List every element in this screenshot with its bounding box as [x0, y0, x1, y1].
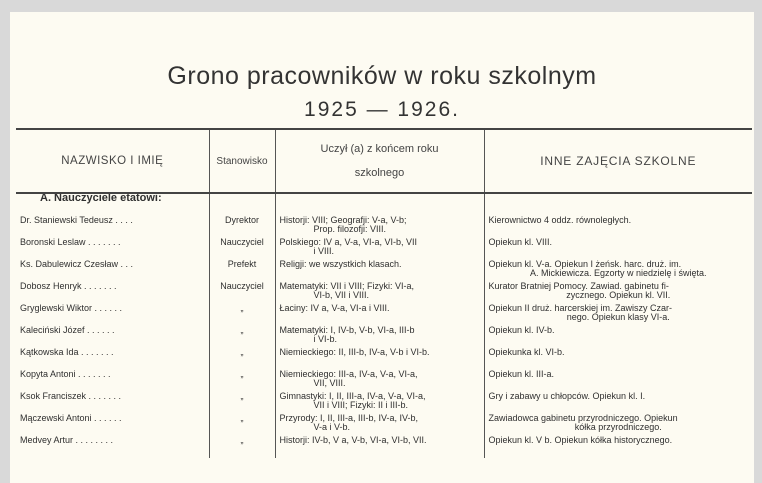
- column-header-subjects-line1: Uczył (a) z końcem roku: [320, 143, 439, 155]
- subjects-line: Niemieckiego: III-a, IV-a, V-a, VI-a,: [279, 370, 418, 379]
- subjects-line: Przyrody: I, II, III-a, III-b, IV-a, IV-b,: [279, 414, 419, 423]
- table-row: [16, 348, 752, 370]
- table-row: [16, 436, 752, 458]
- other-duties-line: Gry i zabawy u chłopców. Opiekun kl. I.: [488, 392, 646, 401]
- column-header-other: INNE ZAJĘCIA SZKOLNE: [484, 129, 752, 193]
- subjects-line: Prop. filozofji: VIII.: [313, 224, 387, 234]
- column-header-name: NAZWISKO I IMIĘ: [16, 129, 209, 193]
- staff-other-duties: [484, 326, 752, 348]
- other-duties-line: Opiekun II druż. harcerskiej im. Zawiszy Czar-: [488, 304, 673, 313]
- subjects-line: Niemieckiego: II, III-b, IV-a, V-b i VI-b.: [279, 348, 430, 357]
- column-header-position: Stanowisko: [209, 129, 275, 193]
- other-duties-line: Opiekun kl. V b. Opiekun kółka historycznego.: [488, 436, 673, 445]
- staff-position: Dyrektor: [209, 216, 275, 238]
- staff-subjects: [275, 392, 484, 414]
- staff-position: „: [209, 436, 275, 458]
- subjects-line: Łaciny: IV a, V-a, VI-a i VIII.: [279, 304, 390, 313]
- other-duties-line: Opiekunka kl. VI-b.: [488, 348, 565, 357]
- staff-subjects: [275, 282, 484, 304]
- table-row: [16, 414, 752, 436]
- staff-other-duties: [484, 260, 752, 282]
- table-row: [16, 260, 752, 282]
- staff-position: „: [209, 392, 275, 414]
- staff-other-duties: [484, 282, 752, 304]
- staff-subjects: [275, 414, 484, 436]
- section-empty-cell: [275, 193, 484, 216]
- section-empty-cell: [209, 193, 275, 216]
- document-page: [10, 12, 754, 483]
- staff-name: Dobosz Henryk . . . . . . .: [16, 282, 209, 304]
- subjects-line: VII, VIII.: [313, 378, 346, 388]
- table-header-row: [16, 129, 752, 193]
- column-header-subjects-line2: szkolnego: [354, 167, 405, 179]
- subjects-line: Matematyki: VII i VIII; Fizyki: VI-a,: [279, 282, 415, 291]
- subjects-line: VII i VIII; Fizyki: II i III-b.: [313, 400, 409, 410]
- staff-position: „: [209, 304, 275, 326]
- staff-subjects: [275, 216, 484, 238]
- staff-other-duties: [484, 414, 752, 436]
- staff-table: [16, 128, 752, 458]
- subjects-line: VI-b, VII i VIII.: [313, 290, 370, 300]
- staff-subjects: [275, 370, 484, 392]
- staff-name: Boronski Leslaw . . . . . . .: [16, 238, 209, 260]
- staff-name: Dr. Staniewski Tedeusz . . . .: [16, 216, 209, 238]
- page-title: Grono pracowników w roku szkolnym: [167, 62, 597, 90]
- table-row: [16, 238, 752, 260]
- staff-name: Gryglewski Wiktor . . . . . .: [16, 304, 209, 326]
- staff-position: „: [209, 326, 275, 348]
- other-duties-line: Kierownictwo 4 oddz. równoległych.: [488, 216, 632, 225]
- page-subtitle: 1925 — 1926.: [304, 98, 460, 121]
- staff-name: Ks. Dabulewicz Czesław . . .: [16, 260, 209, 282]
- staff-other-duties: [484, 216, 752, 238]
- other-duties-line: Opiekun kl. V-a. Opiekun I żeńsk. harc. druż. im.: [488, 260, 682, 269]
- staff-subjects: [275, 326, 484, 348]
- staff-other-duties: [484, 436, 752, 458]
- table-row: [16, 370, 752, 392]
- subjects-line: Religji: we wszystkich klasach.: [279, 260, 402, 269]
- staff-name: Kopyta Antoni . . . . . . .: [16, 370, 209, 392]
- staff-position: „: [209, 370, 275, 392]
- subjects-line: i VIII.: [313, 246, 335, 256]
- other-duties-line: nego. Opiekun klasy VI-a.: [566, 312, 670, 322]
- subjects-line: Matematyki: I, IV-b, V-b, VI-a, III-b: [279, 326, 415, 335]
- section-row: [16, 193, 752, 216]
- staff-name: Kaleciński Józef . . . . . .: [16, 326, 209, 348]
- section-label: A. Nauczyciele etatowi:: [40, 193, 162, 204]
- table-row: [16, 282, 752, 304]
- staff-position: Prefekt: [209, 260, 275, 282]
- staff-other-duties: [484, 304, 752, 326]
- staff-name: Kątkowska Ida . . . . . . .: [16, 348, 209, 370]
- staff-name: Medvey Artur . . . . . . . .: [16, 436, 209, 458]
- subjects-line: Polskiego: IV a, V-a, VI-a, VI-b, VII: [279, 238, 418, 247]
- other-duties-line: A. Mickiewicza. Egzorty w niedzielę i święta.: [529, 268, 707, 278]
- section-empty-cell: [484, 193, 752, 216]
- staff-position: Nauczyciel: [209, 238, 275, 260]
- staff-subjects: [275, 260, 484, 282]
- staff-other-duties: [484, 238, 752, 260]
- staff-subjects: [275, 436, 484, 458]
- staff-other-duties: [484, 348, 752, 370]
- staff-name: Mączewski Antoni . . . . . .: [16, 414, 209, 436]
- other-duties-line: Opiekun kl. IV-b.: [488, 326, 555, 335]
- staff-other-duties: [484, 370, 752, 392]
- column-header-subjects: [275, 129, 484, 193]
- staff-other-duties: [484, 392, 752, 414]
- subjects-line: Historji: VIII; Geografji: V-a, V-b;: [279, 216, 407, 225]
- staff-position: „: [209, 348, 275, 370]
- subjects-line: Historji: IV-b, V a, V-b, VI-a, VI-b, VII.: [279, 436, 427, 445]
- other-duties-line: zycznego. Opiekun kl. VII.: [566, 290, 671, 300]
- other-duties-line: Opiekun kl. III-a.: [488, 370, 555, 379]
- table-row: [16, 392, 752, 414]
- subjects-line: i VI-b.: [313, 334, 338, 344]
- staff-subjects: [275, 348, 484, 370]
- other-duties-line: kółka przyrodniczego.: [574, 422, 662, 432]
- staff-position: Nauczyciel: [209, 282, 275, 304]
- subjects-line: Gimnastyki: I, II, III-a, IV-a, V-a, VI-a,: [279, 392, 426, 401]
- other-duties-line: Kurator Bratniej Pomocy. Zawiad. gabinetu fi-: [488, 282, 669, 291]
- table-row: [16, 326, 752, 348]
- staff-position: „: [209, 414, 275, 436]
- staff-subjects: [275, 304, 484, 326]
- other-duties-line: Opiekun kl. VIII.: [488, 238, 553, 247]
- other-duties-line: Zawiadowca gabinetu przyrodniczego. Opiekun: [488, 414, 678, 423]
- staff-subjects: [275, 238, 484, 260]
- section-label-cell: [16, 193, 209, 216]
- table-row: [16, 216, 752, 238]
- subjects-line: V-a i V-b.: [313, 422, 351, 432]
- staff-name: Ksok Franciszek . . . . . . .: [16, 392, 209, 414]
- table-row: [16, 304, 752, 326]
